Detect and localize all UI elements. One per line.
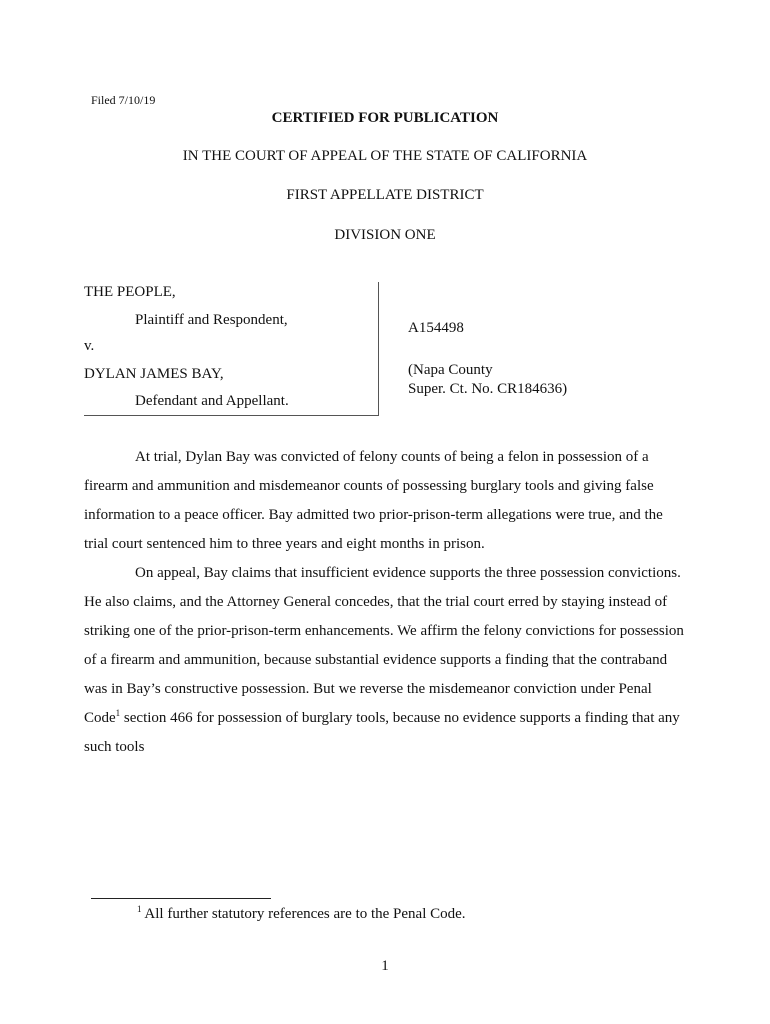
plaintiff-role: Plaintiff and Respondent, — [135, 312, 288, 328]
versus-label: v. — [84, 338, 95, 354]
court-ref-line1: (Napa County — [408, 362, 493, 378]
footnote-1 — [137, 906, 466, 923]
caption-divider — [378, 282, 379, 416]
court-heading: IN THE COURT OF APPEAL OF THE STATE OF CALIFORNIA — [182, 148, 588, 164]
footnote-separator — [91, 898, 271, 899]
plaintiff-name: THE PEOPLE, — [84, 284, 176, 300]
court-ref-line2: Super. Ct. No. CR184636) — [408, 381, 568, 397]
defendant-role: Defendant and Appellant. — [135, 393, 289, 409]
case-caption — [84, 282, 378, 416]
district-heading: FIRST APPELLATE DISTRICT — [286, 187, 484, 203]
opinion-body — [84, 443, 684, 762]
paragraph-2-part-b: section 466 for possession of burglary tools, because no evidence supports a finding that any such tools — [84, 710, 680, 755]
filed-date: Filed 7/10/19 — [91, 93, 156, 107]
paragraph-2 — [84, 559, 684, 762]
caption-underline — [84, 415, 379, 416]
paragraph-2-part-a: On appeal, Bay claims that insufficient evidence supports the three possession convictions. He also claims, and the Attorney General concedes, that the trial court erred by staying instead of striking one of the prior-prison-term enhancements. We affirm the felony convictions for possession of a firearm and ammunition, because substantial evidence supports a finding that the contraband was in Bay’s constructive possession. But we reverse the misdemeanor conviction under Penal Code — [84, 565, 684, 726]
case-number: A154498 — [408, 320, 464, 336]
footnote-reference[interactable]: 1 — [115, 708, 121, 718]
division-heading: DIVISION ONE — [334, 227, 436, 243]
paragraph-1: At trial, Dylan Bay was convicted of felony counts of being a felon in possession of a firearm and ammunition and misdemeanor counts of possessing burglary tools and giving false information to a peace officer. Bay admitted two prior-prison-term allegations were true, and the trial court sentenced him to three years and eight months in prison. — [84, 449, 663, 552]
defendant-name: DYLAN JAMES BAY, — [84, 366, 224, 382]
footnote-text: All further statutory references are to the Penal Code. — [141, 906, 466, 922]
page-number: 1 — [381, 958, 389, 974]
certified-heading: CERTIFIED FOR PUBLICATION — [271, 110, 499, 126]
footnote-mark: 1 — [137, 904, 142, 914]
superior-court-reference — [408, 361, 567, 399]
